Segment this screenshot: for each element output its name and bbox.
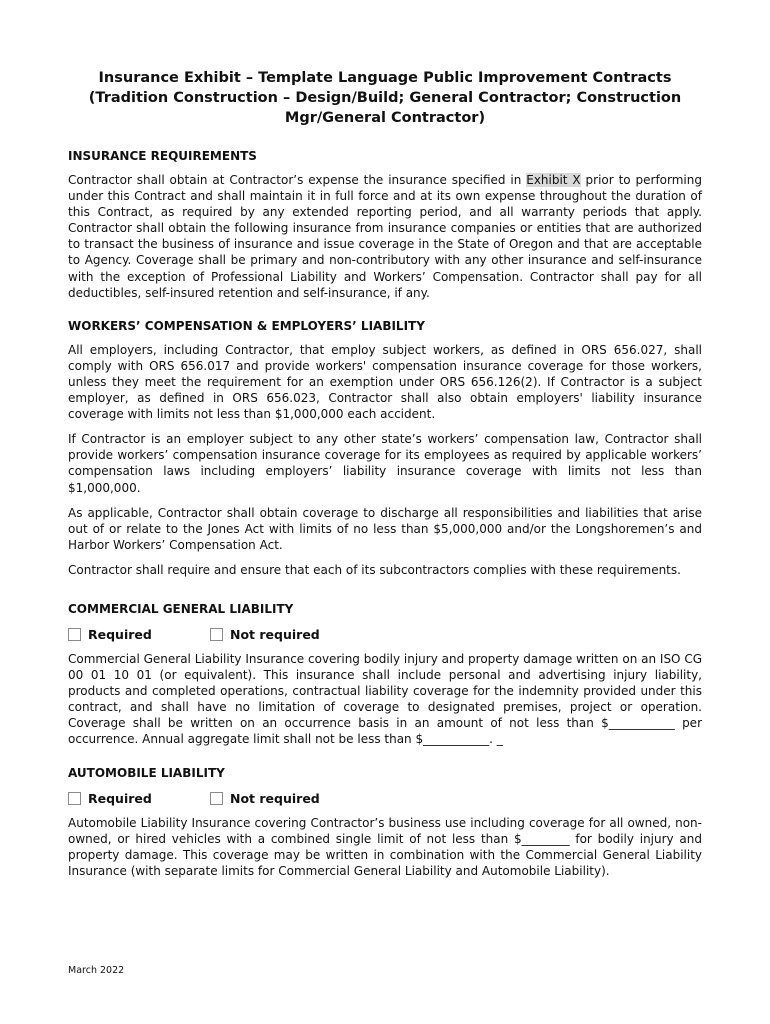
workers-comp-paragraph-4: Contractor shall require and ensure that each of its subcontractors complies with these requirements. <box>68 562 681 577</box>
auto-options <box>68 789 702 809</box>
auto-liability-heading: AUTOMOBILE LIABILITY <box>68 765 225 780</box>
auto-not-required-option[interactable] <box>210 791 320 806</box>
cgl-required-label: Required <box>88 627 152 643</box>
auto-required-label: Required <box>88 791 152 807</box>
auto-not-required-checkbox[interactable] <box>210 792 223 805</box>
insurance-text-start: Contractor shall obtain at Contractor’s expense the insurance specified in <box>68 173 527 187</box>
title-line-3: Mgr/General Contractor) <box>284 110 486 126</box>
cgl-options <box>68 625 702 645</box>
workers-comp-paragraph-3: As applicable, Contractor shall obtain coverage to discharge all responsibilities and liabilities that arise out of or relate to the Jones Act with limits of no less than $5,000,000 and/or the Longshoremen’s and Harbor Workers’ Compensation Act. <box>68 505 702 552</box>
document-title <box>68 68 702 128</box>
workers-comp-paragraph-2: If Contractor is an employer subject to any other state’s workers’ compensation law, Contractor shall provide workers’ compensation insurance coverage for its employees as required by applicable workers’ compensation laws including employers’ liability insurance coverage with limits not less than $1,000,000. <box>68 432 702 495</box>
cgl-required-option[interactable] <box>68 627 210 642</box>
auto-not-required-label: Not required <box>230 791 320 807</box>
title-line-1: Insurance Exhibit – Template Language Public Improvement Contracts <box>98 70 672 86</box>
insurance-requirements-paragraph <box>68 172 702 301</box>
cgl-paragraph: Commercial General Liability Insurance covering bodily injury and property damage written on an ISO CG 00 01 10 01 (or equivalent). This insurance shall include personal and advertising injury liability, products and completed operations, contractual liability coverage for the indemnity provided under this contract, and shall have no limitation of coverage to designated premises, project or operation. Coverage shall be written on an occurrence basis in an amount of not less than $___________ per occurrence. Annual aggregate limit shall not be less than $___________. _ <box>68 651 702 747</box>
insurance-text-end: prior to performing under this Contract and shall maintain it in full force and at its own expense throughout the duration of this Contract, as required by any extended reporting period, and all warranty periods that apply. Contractor shall obtain the following insurance from insurance companies or entities that are authorized to transact the business of insurance and issue coverage in the State of Oregon and that are acceptable to Agency. Coverage shall be primary and non-contributory with any other insurance and self-insurance with the exception of Professional Liability and Workers’ Compensation. Contractor shall pay for all deductibles, self-insured retention and self-insurance, if any. <box>68 173 702 300</box>
cgl-not-required-label: Not required <box>230 627 320 643</box>
workers-comp-heading: WORKERS’ COMPENSATION & EMPLOYERS’ LIABILITY <box>68 318 425 333</box>
title-line-2: (Tradition Construction – Design/Build; General Contractor; Construction <box>88 90 682 106</box>
auto-required-option[interactable] <box>68 791 210 806</box>
exhibit-reference-highlight: Exhibit X <box>526 173 581 187</box>
cgl-not-required-checkbox[interactable] <box>210 628 223 641</box>
auto-required-checkbox[interactable] <box>68 792 81 805</box>
auto-liability-paragraph: Automobile Liability Insurance covering Contractor’s business use including coverage for all owned, non-owned, or hired vehicles with a combined single limit of not less than $________ for bodily injury and property damage. This coverage may be written in combination with the Commercial General Liability Insurance (with separate limits for Commercial General Liability and Automobile Liability). <box>68 815 702 878</box>
workers-comp-paragraph-1: All employers, including Contractor, that employ subject workers, as defined in ORS 656.027, shall comply with ORS 656.017 and provide workers' compensation insurance coverage for those workers, unless they meet the requirement for an exemption under ORS 656.126(2). If Contractor is a subject employer, as defined in ORS 656.023, Contractor shall also obtain employers' liability insurance coverage with limits not less than $1,000,000 each accident. <box>68 342 702 422</box>
cgl-heading: COMMERCIAL GENERAL LIABILITY <box>68 601 294 616</box>
cgl-not-required-option[interactable] <box>210 627 320 642</box>
cgl-required-checkbox[interactable] <box>68 628 81 641</box>
insurance-requirements-heading: INSURANCE REQUIREMENTS <box>68 149 257 163</box>
footer-date: March 2022 <box>68 965 125 976</box>
